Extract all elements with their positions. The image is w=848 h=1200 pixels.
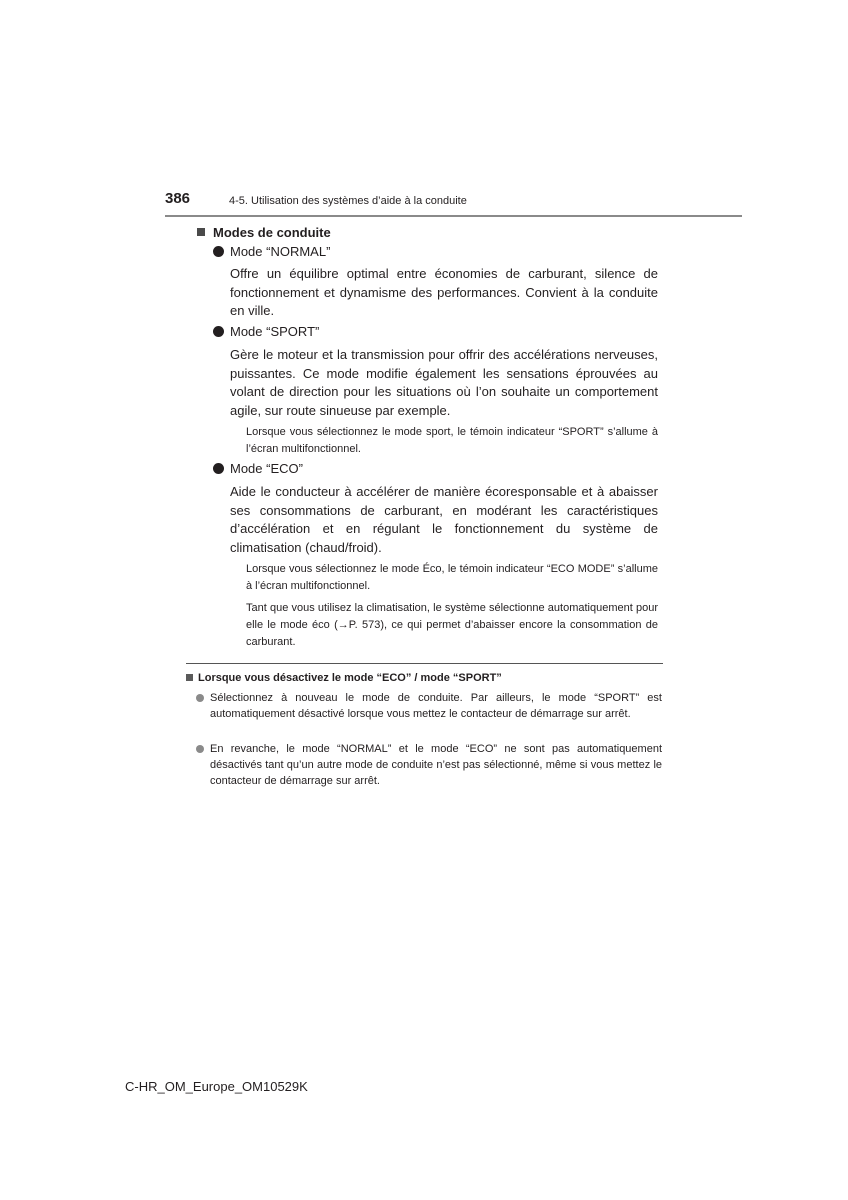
mode-eco-note-1: Lorsque vous sélectionnez le mode Éco, le témoin indicateur “ECO MODE” s’allume à l’écran multifonctionnel. [246, 563, 658, 592]
square-bullet-icon [186, 674, 193, 681]
main-heading-text: Modes de conduite [213, 225, 331, 240]
main-heading [197, 225, 331, 240]
section-title: 4-5. Utilisation des systèmes d’aide à la conduite [229, 195, 467, 207]
bullet-dot-icon [213, 463, 224, 474]
bullet-dot-icon [213, 246, 224, 257]
mode-normal-label: Mode “NORMAL” [213, 244, 330, 259]
subsection-heading-text: Lorsque vous désactivez le mode “ECO” / mode “SPORT” [198, 672, 502, 684]
mode-sport-description: Gère le moteur et la transmission pour offrir des accélérations nerveuses, puissantes. Ce mode modifie également les sensations éprouvées au volant de direction pour les situations où l’on souhaite un comportement agile, sur route sinueuse par exemple. [230, 347, 658, 418]
mode-eco-note-2: Tant que vous utilisez la climatisation, le système sélectionne automatiquement pour elle le mode éco (→P. 573), ce qui permet d’abaisser encore la consommation de carburant. [246, 602, 658, 648]
square-bullet-icon [197, 228, 205, 236]
mode-eco-label: Mode “ECO” [213, 461, 303, 476]
header-divider [165, 215, 742, 217]
bullet-dot-icon [196, 745, 204, 753]
document-code: C-HR_OM_Europe_OM10529K [125, 1079, 308, 1094]
mode-normal-description: Offre un équilibre optimal entre économies de carburant, silence de fonctionnement et dynamisme des performances. Convient à la conduite en ville. [230, 266, 658, 319]
mode-sport-note: Lorsque vous sélectionnez le mode sport, le témoin indicateur “SPORT” s’allume à l’écran multifonctionnel. [246, 426, 658, 455]
subsection-heading [186, 672, 502, 684]
mode-eco-description: Aide le conducteur à accélérer de manière écoresponsable et à abaisser ses consommations de carburant, en modérant les caractéristiques d’accélération et en régulant le fonctionnement du système de climatisation (chaud/froid). [230, 484, 658, 555]
mode-sport-label: Mode “SPORT” [213, 324, 319, 339]
subsection-divider [186, 663, 663, 664]
list-item: En revanche, le mode “NORMAL” et le mode “ECO” ne sont pas automatiquement désactivés tant qu’un autre mode de conduite n’est pas sélectionné, même si vous mettez le contacteur de démarrage sur arrêt. [196, 741, 662, 789]
page-number: 386 [165, 190, 191, 207]
list-item: Sélectionnez à nouveau le mode de conduite. Par ailleurs, le mode “SPORT” est automatiquement désactivé lorsque vous mettez le contacteur de démarrage sur arrêt. [196, 690, 662, 722]
bullet-dot-icon [213, 326, 224, 337]
bullet-dot-icon [196, 694, 204, 702]
